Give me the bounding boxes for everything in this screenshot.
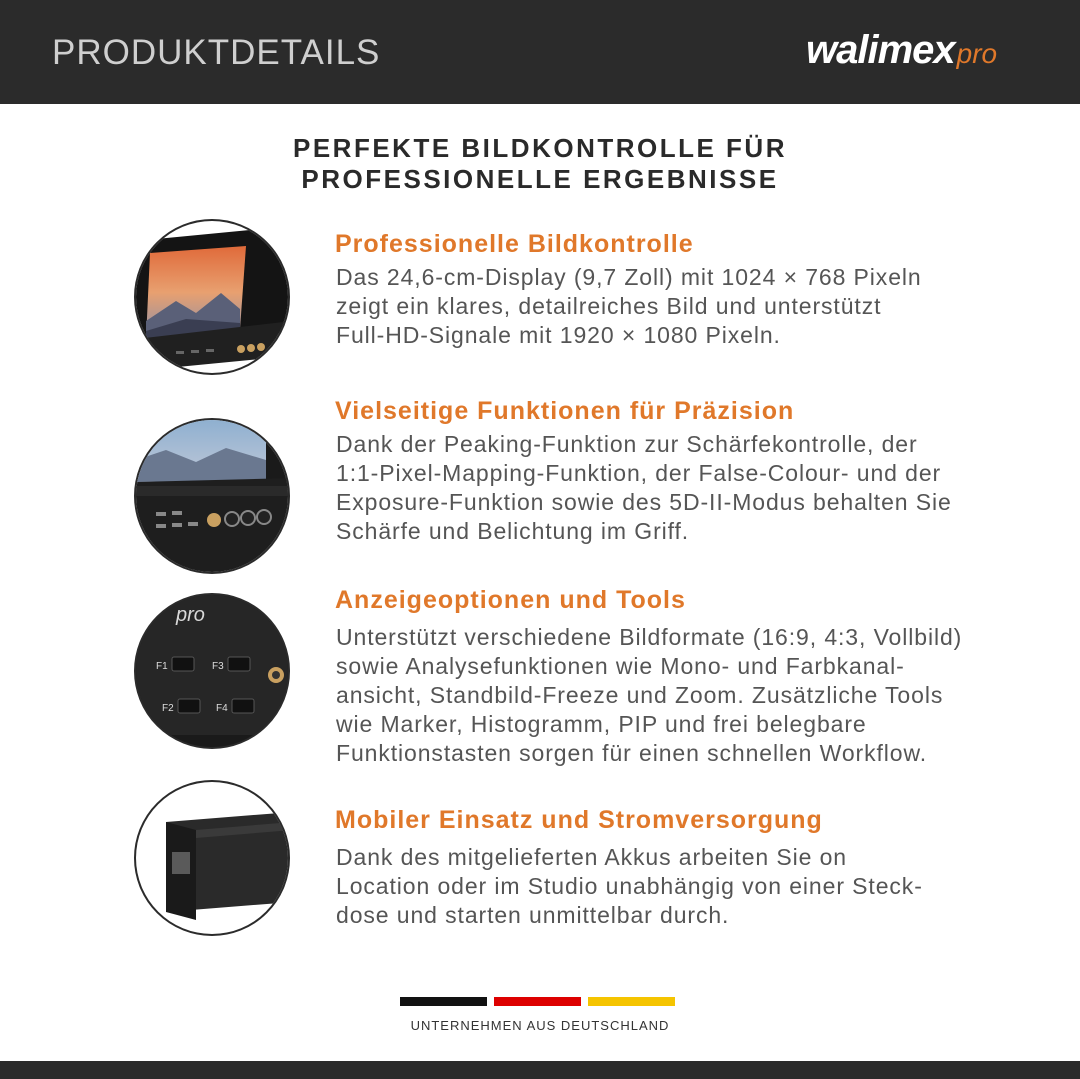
image-key-label-f1: F1 <box>156 661 168 672</box>
feature-title-2: Vielseitige Funktionen für Präzision <box>335 397 795 425</box>
feature-text-1: Das 24,6-cm-Display (9,7 Zoll) mit 1024 × 768 Pixeln zeigt ein klares, detailreiches Bild und unterstützt Full-HD-Signale mit 1920 × 1080 Pixeln. <box>336 264 922 348</box>
feature-title-4: Mobiler Einsatz und Stromversorgung <box>335 806 823 834</box>
feature-title-3: Anzeigeoptionen und Tools <box>335 586 686 614</box>
header-bar <box>0 0 1080 104</box>
function-keys-image <box>134 593 290 749</box>
headline <box>0 133 1080 195</box>
monitor-controls-image <box>134 418 290 574</box>
image-brand-text: pro <box>176 604 205 626</box>
company-origin-note: UNTERNEHMEN AUS DEUTSCHLAND <box>410 1018 670 1033</box>
monitor-screen-image <box>134 219 290 375</box>
bottom-bar <box>0 1061 1080 1079</box>
battery-image <box>134 780 290 936</box>
image-key-label-f3: F3 <box>212 661 224 672</box>
image-key-label-f4: F4 <box>216 703 228 714</box>
image-key-label-f2: F2 <box>162 703 174 714</box>
page-title: PRODUKTDETAILS <box>52 33 381 72</box>
logo-wordmark: walimex <box>806 28 955 72</box>
walimex-pro-logo <box>806 28 997 76</box>
logo-pro-suffix: pro <box>956 38 998 69</box>
headline-line-1: PERFEKTE BILDKONTROLLE FÜR <box>293 133 787 163</box>
feature-title-1: Professionelle Bildkontrolle <box>335 230 694 258</box>
flag-stripe-black <box>400 997 487 1006</box>
feature-text-3: Unterstützt verschiedene Bildformate (16:9, 4:3, Vollbild) sowie Analysefunktionen wie Mono- und Farbkanal- ansicht, Standbild-Freeze und Zoom. Zusätzliche Tools wie Marker, Histogramm, PIP und frei belegbare Funktionstasten sorgen für einen schnellen Workflow. <box>336 624 963 766</box>
feature-text-2: Dank der Peaking-Funktion zur Schärfekontrolle, der 1:1-Pixel-Mapping-Funktion, der False-Colour- und der Exposure-Funktion sowie des 5D-II-Modus behalten Sie Schärfe und Belichtung im Griff. <box>336 431 952 544</box>
flag-stripe-gold <box>588 997 675 1006</box>
feature-text-4: Dank des mitgelieferten Akkus arbeiten Sie on Location oder im Studio unabhängig von einer Steck- dose und starten unmittelbar durch. <box>336 844 923 928</box>
flag-stripe-red <box>494 997 581 1006</box>
headline-line-2: PROFESSIONELLE ERGEBNISSE <box>301 164 779 194</box>
